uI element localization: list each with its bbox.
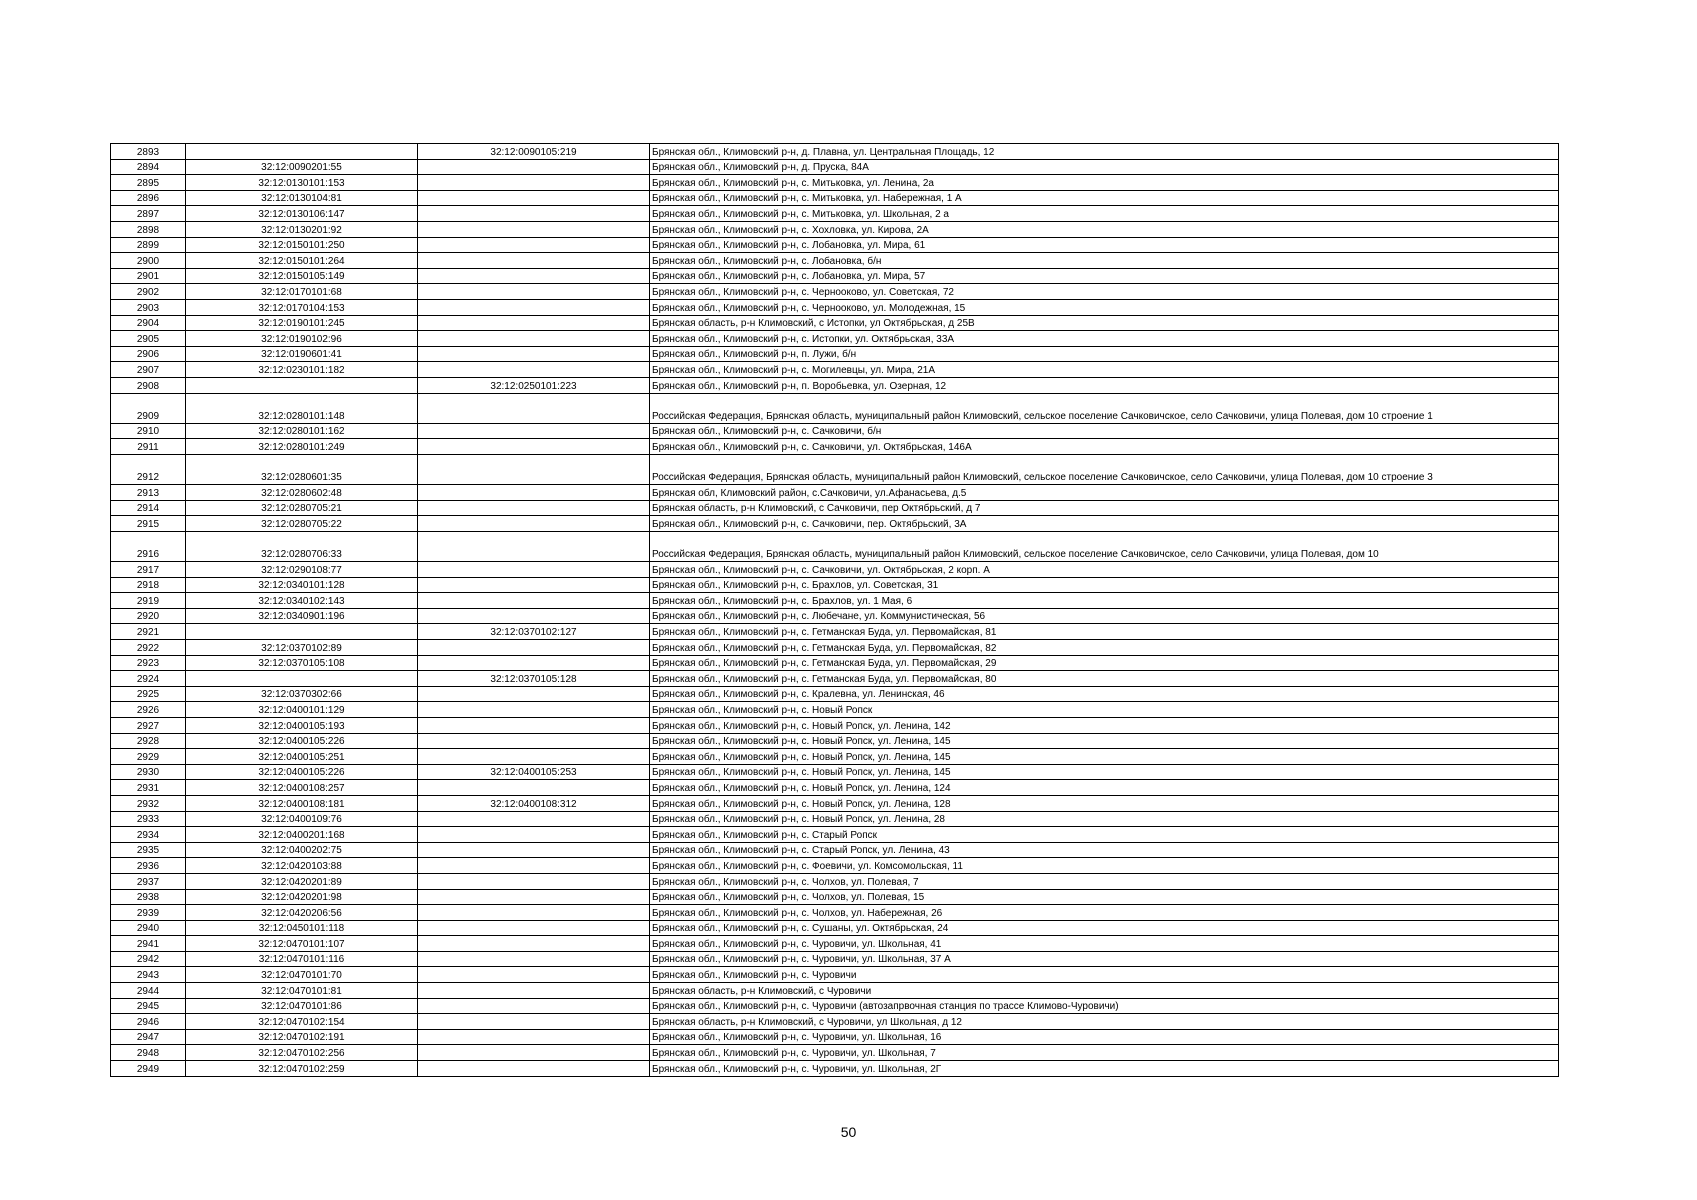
address-cell: Брянская обл., Климовский р-н, с. Чернооково, ул. Молодежная, 15 (650, 299, 1559, 315)
row-number-cell: 2937 (111, 873, 186, 889)
row-number-cell: 2923 (111, 655, 186, 671)
address-cell: Брянская обл., Климовский р-н, с. Новый Ропск, ул. Ленина, 142 (650, 717, 1559, 733)
cadastral-number-cell: 32:12:0130101:153 (186, 175, 418, 191)
cadastral-number-cell: 32:12:0400108:181 (186, 795, 418, 811)
row-number-cell: 2915 (111, 516, 186, 532)
table-row (111, 190, 1559, 206)
table-row (111, 889, 1559, 905)
row-number-cell: 2901 (111, 268, 186, 284)
cadastral-number-cell: 32:12:0470101:70 (186, 967, 418, 983)
cadastral-number-cell: 32:12:0150101:264 (186, 253, 418, 269)
building-cadastral-number-cell (418, 206, 650, 222)
row-number-cell: 2947 (111, 1029, 186, 1045)
building-cadastral-number-cell (418, 175, 650, 191)
cadastral-number-cell: 32:12:0400109:76 (186, 811, 418, 827)
row-number-cell: 2896 (111, 190, 186, 206)
building-cadastral-number-cell (418, 998, 650, 1014)
row-number-cell: 2948 (111, 1045, 186, 1061)
row-number-cell: 2922 (111, 640, 186, 656)
cadastral-number-cell: 32:12:0370102:89 (186, 640, 418, 656)
table-row (111, 873, 1559, 889)
row-number-cell: 2916 (111, 531, 186, 561)
row-number-cell: 2906 (111, 346, 186, 362)
cadastral-number-cell: 32:12:0470101:116 (186, 951, 418, 967)
table-row (111, 562, 1559, 578)
cadastral-number-cell: 32:12:0280101:249 (186, 439, 418, 455)
address-cell: Брянская обл., Климовский р-н, с. Сачковичи, ул. Октябрьская, 2 корп. А (650, 562, 1559, 578)
address-cell: Брянская область, р-н Климовский, с Чуровичи (650, 983, 1559, 999)
address-cell: Брянская обл., Климовский р-н, с. Старый Ропск, ул. Ленина, 43 (650, 842, 1559, 858)
cadastral-number-cell: 32:12:0230101:182 (186, 362, 418, 378)
building-cadastral-number-cell (418, 873, 650, 889)
building-cadastral-number-cell (418, 1045, 650, 1061)
table-row (111, 655, 1559, 671)
row-number-cell: 2934 (111, 827, 186, 843)
address-cell: Брянская обл., Климовский р-н, с. Новый Ропск (650, 702, 1559, 718)
cadastral-number-cell: 32:12:0470101:107 (186, 936, 418, 952)
building-cadastral-number-cell (418, 905, 650, 921)
building-cadastral-number-cell: 32:12:0250101:223 (418, 377, 650, 393)
cadastral-number-cell: 32:12:0420201:89 (186, 873, 418, 889)
address-cell: Брянская обл., Климовский р-н, д. Плавна, ул. Центральная Площадь, 12 (650, 144, 1559, 160)
address-cell: Брянская обл., Климовский р-н, п. Лужи, б/н (650, 346, 1559, 362)
table-row (111, 811, 1559, 827)
row-number-cell: 2902 (111, 284, 186, 300)
building-cadastral-number-cell (418, 393, 650, 423)
cadastral-number-cell: 32:12:0470101:86 (186, 998, 418, 1014)
address-cell: Брянская обл., Климовский р-н, с. Новый Ропск, ул. Ленина, 145 (650, 733, 1559, 749)
property-register-table (110, 143, 1559, 1077)
row-number-cell: 2907 (111, 362, 186, 378)
table-row (111, 733, 1559, 749)
cadastral-number-cell: 32:12:0400105:226 (186, 733, 418, 749)
cadastral-number-cell (186, 377, 418, 393)
table-row (111, 749, 1559, 765)
cadastral-number-cell: 32:12:0340102:143 (186, 593, 418, 609)
table-row (111, 516, 1559, 532)
row-number-cell: 2894 (111, 159, 186, 175)
address-cell: Брянская обл., Климовский р-н, с. Истопки, ул. Октябрьская, 33А (650, 331, 1559, 347)
row-number-cell: 2920 (111, 608, 186, 624)
cadastral-number-cell: 32:12:0400202:75 (186, 842, 418, 858)
table-row (111, 983, 1559, 999)
table-row (111, 1061, 1559, 1077)
cadastral-number-cell (186, 671, 418, 687)
cadastral-number-cell: 32:12:0190101:245 (186, 315, 418, 331)
building-cadastral-number-cell (418, 485, 650, 501)
row-number-cell: 2930 (111, 764, 186, 780)
row-number-cell: 2913 (111, 485, 186, 501)
cadastral-number-cell: 32:12:0150105:149 (186, 268, 418, 284)
table-row (111, 577, 1559, 593)
address-cell: Брянская обл., Климовский р-н, с. Чуровичи, ул. Школьная, 7 (650, 1045, 1559, 1061)
cadastral-number-cell (186, 624, 418, 640)
address-cell: Брянская обл., Климовский р-н, с. Гетманская Буда, ул. Первомайская, 81 (650, 624, 1559, 640)
table-row (111, 717, 1559, 733)
address-cell: Брянская обл., Климовский р-н, с. Чуровичи, ул. Школьная, 41 (650, 936, 1559, 952)
table-row (111, 500, 1559, 516)
table-row (111, 593, 1559, 609)
address-cell: Брянская обл., Климовский р-н, с. Лобановка, ул. Мира, 57 (650, 268, 1559, 284)
cadastral-number-cell: 32:12:0280101:162 (186, 423, 418, 439)
table-row (111, 439, 1559, 455)
table-row (111, 159, 1559, 175)
address-cell: Брянская обл., Климовский р-н, с. Гетманская Буда, ул. Первомайская, 80 (650, 671, 1559, 687)
building-cadastral-number-cell (418, 284, 650, 300)
table-row (111, 858, 1559, 874)
cadastral-number-cell: 32:12:0470102:154 (186, 1014, 418, 1030)
cadastral-number-cell: 32:12:0400108:257 (186, 780, 418, 796)
building-cadastral-number-cell (418, 253, 650, 269)
cadastral-number-cell: 32:12:0370302:66 (186, 686, 418, 702)
table-row (111, 268, 1559, 284)
address-cell: Брянская обл., Климовский р-н, с. Митьковка, ул. Набережная, 1 А (650, 190, 1559, 206)
building-cadastral-number-cell (418, 159, 650, 175)
row-number-cell: 2931 (111, 780, 186, 796)
table-row (111, 905, 1559, 921)
cadastral-number-cell: 32:12:0130106:147 (186, 206, 418, 222)
cadastral-number-cell: 32:12:0280601:35 (186, 454, 418, 484)
address-cell: Брянская область, р-н Климовский, с Чуровичи, ул Школьная, д 12 (650, 1014, 1559, 1030)
building-cadastral-number-cell (418, 346, 650, 362)
table-row (111, 284, 1559, 300)
table-row (111, 608, 1559, 624)
row-number-cell: 2918 (111, 577, 186, 593)
building-cadastral-number-cell (418, 299, 650, 315)
address-cell: Брянская обл, Климовский район, с.Сачковичи, ул.Афанасьева, д.5 (650, 485, 1559, 501)
cadastral-number-cell: 32:12:0400105:226 (186, 764, 418, 780)
building-cadastral-number-cell (418, 190, 650, 206)
address-cell: Брянская обл., Климовский р-н, с. Старый Ропск (650, 827, 1559, 843)
building-cadastral-number-cell (418, 983, 650, 999)
table-row (111, 237, 1559, 253)
cadastral-number-cell: 32:12:0090201:55 (186, 159, 418, 175)
row-number-cell: 2949 (111, 1061, 186, 1077)
building-cadastral-number-cell (418, 967, 650, 983)
cadastral-number-cell: 32:12:0170101:68 (186, 284, 418, 300)
address-cell: Брянская обл., Климовский р-н, с. Митьковка, ул. Школьная, 2 а (650, 206, 1559, 222)
cadastral-number-cell: 32:12:0400101:129 (186, 702, 418, 718)
row-number-cell: 2926 (111, 702, 186, 718)
row-number-cell: 2942 (111, 951, 186, 967)
address-cell: Брянская обл., Климовский р-н, с. Чолхов, ул. Полевая, 7 (650, 873, 1559, 889)
building-cadastral-number-cell (418, 920, 650, 936)
table-row (111, 362, 1559, 378)
address-cell: Брянская обл., Климовский р-н, с. Фоевичи, ул. Комсомольская, 11 (650, 858, 1559, 874)
address-cell: Брянская область, р-н Климовский, с Истопки, ул Октябрьская, д 25В (650, 315, 1559, 331)
building-cadastral-number-cell (418, 221, 650, 237)
building-cadastral-number-cell (418, 702, 650, 718)
table-row (111, 702, 1559, 718)
address-cell: Брянская обл., Климовский р-н, с. Чолхов, ул. Набережная, 26 (650, 905, 1559, 921)
address-cell: Брянская обл., Климовский р-н, с. Хохловка, ул. Кирова, 2А (650, 221, 1559, 237)
cadastral-number-cell: 32:12:0400201:168 (186, 827, 418, 843)
address-cell: Брянская обл., Климовский р-н, с. Брахлов, ул. 1 Мая, 6 (650, 593, 1559, 609)
building-cadastral-number-cell (418, 577, 650, 593)
cadastral-number-cell: 32:12:0130104:81 (186, 190, 418, 206)
cadastral-number-cell: 32:12:0170104:153 (186, 299, 418, 315)
building-cadastral-number-cell: 32:12:0370105:128 (418, 671, 650, 687)
table-row (111, 1014, 1559, 1030)
cadastral-number-cell: 32:12:0280101:148 (186, 393, 418, 423)
table-row (111, 624, 1559, 640)
row-number-cell: 2910 (111, 423, 186, 439)
building-cadastral-number-cell (418, 951, 650, 967)
row-number-cell: 2928 (111, 733, 186, 749)
table-row (111, 144, 1559, 160)
cadastral-number-cell (186, 144, 418, 160)
row-number-cell: 2945 (111, 998, 186, 1014)
row-number-cell: 2940 (111, 920, 186, 936)
address-cell: Брянская обл., Климовский р-н, с. Чуровичи (650, 967, 1559, 983)
building-cadastral-number-cell (418, 331, 650, 347)
address-cell: Брянская обл., Климовский р-н, с. Чолхов, ул. Полевая, 15 (650, 889, 1559, 905)
address-cell: Брянская обл., Климовский р-н, с. Кралевна, ул. Ленинская, 46 (650, 686, 1559, 702)
cadastral-number-cell: 32:12:0290108:77 (186, 562, 418, 578)
cadastral-number-cell: 32:12:0470102:256 (186, 1045, 418, 1061)
row-number-cell: 2925 (111, 686, 186, 702)
address-cell: Брянская обл., Климовский р-н, с. Новый Ропск, ул. Ленина, 128 (650, 795, 1559, 811)
address-cell: Брянская обл., Климовский р-н, с. Чуровичи, ул. Школьная, 16 (650, 1029, 1559, 1045)
table-row (111, 686, 1559, 702)
table-row (111, 936, 1559, 952)
cadastral-number-cell: 32:12:0280602:48 (186, 485, 418, 501)
cadastral-number-cell: 32:12:0400105:251 (186, 749, 418, 765)
building-cadastral-number-cell (418, 562, 650, 578)
address-cell: Брянская обл., Климовский р-н, с. Чернооково, ул. Советская, 72 (650, 284, 1559, 300)
building-cadastral-number-cell (418, 531, 650, 561)
row-number-cell: 2897 (111, 206, 186, 222)
cadastral-number-cell: 32:12:0190102:96 (186, 331, 418, 347)
row-number-cell: 2924 (111, 671, 186, 687)
row-number-cell: 2904 (111, 315, 186, 331)
cadastral-number-cell: 32:12:0420201:98 (186, 889, 418, 905)
table-row (111, 780, 1559, 796)
row-number-cell: 2914 (111, 500, 186, 516)
building-cadastral-number-cell (418, 842, 650, 858)
table-row (111, 671, 1559, 687)
cadastral-number-cell: 32:12:0190601:41 (186, 346, 418, 362)
address-cell: Брянская обл., Климовский р-н, д. Пруска, 84А (650, 159, 1559, 175)
table-row (111, 920, 1559, 936)
address-cell: Брянская обл., Климовский р-н, с. Лобановка, ул. Мира, 61 (650, 237, 1559, 253)
address-cell: Брянская обл., Климовский р-н, с. Могилевцы, ул. Мира, 21А (650, 362, 1559, 378)
cadastral-number-cell: 32:12:0470101:81 (186, 983, 418, 999)
building-cadastral-number-cell: 32:12:0370102:127 (418, 624, 650, 640)
address-cell: Брянская обл., Климовский р-н, с. Сачковичи, ул. Октябрьская, 146А (650, 439, 1559, 455)
row-number-cell: 2912 (111, 454, 186, 484)
building-cadastral-number-cell (418, 516, 650, 532)
table-row (111, 827, 1559, 843)
building-cadastral-number-cell (418, 500, 650, 516)
address-cell: Брянская обл., Климовский р-н, с. Лобановка, б/н (650, 253, 1559, 269)
table-row (111, 764, 1559, 780)
building-cadastral-number-cell (418, 780, 650, 796)
row-number-cell: 2935 (111, 842, 186, 858)
row-number-cell: 2941 (111, 936, 186, 952)
cadastral-number-cell: 32:12:0280706:33 (186, 531, 418, 561)
cadastral-number-cell: 32:12:0450101:118 (186, 920, 418, 936)
cadastral-number-cell: 32:12:0150101:250 (186, 237, 418, 253)
table-row (111, 795, 1559, 811)
row-number-cell: 2898 (111, 221, 186, 237)
building-cadastral-number-cell (418, 315, 650, 331)
cadastral-number-cell: 32:12:0370105:108 (186, 655, 418, 671)
table-row (111, 377, 1559, 393)
cadastral-number-cell: 32:12:0420103:88 (186, 858, 418, 874)
table-row (111, 206, 1559, 222)
address-cell: Брянская обл., Климовский р-н, с. Гетманская Буда, ул. Первомайская, 29 (650, 655, 1559, 671)
row-number-cell: 2895 (111, 175, 186, 191)
row-number-cell: 2909 (111, 393, 186, 423)
table-row (111, 967, 1559, 983)
table-row (111, 454, 1559, 484)
table-row (111, 393, 1559, 423)
cadastral-number-cell: 32:12:0470102:191 (186, 1029, 418, 1045)
table-row (111, 531, 1559, 561)
row-number-cell: 2938 (111, 889, 186, 905)
address-cell: Брянская обл., Климовский р-н, п. Воробьевка, ул. Озерная, 12 (650, 377, 1559, 393)
building-cadastral-number-cell (418, 811, 650, 827)
cadastral-number-cell: 32:12:0340101:128 (186, 577, 418, 593)
table-row (111, 951, 1559, 967)
cadastral-number-cell: 32:12:0470102:259 (186, 1061, 418, 1077)
building-cadastral-number-cell (418, 1029, 650, 1045)
building-cadastral-number-cell (418, 1061, 650, 1077)
row-number-cell: 2917 (111, 562, 186, 578)
building-cadastral-number-cell (418, 237, 650, 253)
cadastral-number-cell: 32:12:0420206:56 (186, 905, 418, 921)
address-cell: Брянская обл., Климовский р-н, с. Любечане, ул. Коммунистическая, 56 (650, 608, 1559, 624)
page-number: 50 (840, 1124, 857, 1140)
row-number-cell: 2927 (111, 717, 186, 733)
building-cadastral-number-cell: 32:12:0400108:312 (418, 795, 650, 811)
table-row (111, 175, 1559, 191)
row-number-cell: 2919 (111, 593, 186, 609)
building-cadastral-number-cell (418, 593, 650, 609)
address-cell: Брянская обл., Климовский р-н, с. Сушаны, ул. Октябрьская, 24 (650, 920, 1559, 936)
address-cell: Брянская область, р-н Климовский, с Сачковичи, пер Октябрьский, д 7 (650, 500, 1559, 516)
table-row (111, 299, 1559, 315)
row-number-cell: 2933 (111, 811, 186, 827)
building-cadastral-number-cell (418, 362, 650, 378)
row-number-cell: 2908 (111, 377, 186, 393)
table-row (111, 331, 1559, 347)
address-cell: Брянская обл., Климовский р-н, с. Новый Ропск, ул. Ленина, 124 (650, 780, 1559, 796)
building-cadastral-number-cell (418, 655, 650, 671)
building-cadastral-number-cell (418, 439, 650, 455)
building-cadastral-number-cell (418, 889, 650, 905)
address-cell: Брянская обл., Климовский р-н, с. Митьковка, ул. Ленина, 2а (650, 175, 1559, 191)
table-row (111, 423, 1559, 439)
address-cell: Брянская обл., Климовский р-н, с. Чуровичи, ул. Школьная, 2Г (650, 1061, 1559, 1077)
address-cell: Брянская обл., Климовский р-н, с. Сачковичи, пер. Октябрьский, 3А (650, 516, 1559, 532)
address-cell: Брянская обл., Климовский р-н, с. Новый Ропск, ул. Ленина, 28 (650, 811, 1559, 827)
cadastral-number-cell: 32:12:0280705:22 (186, 516, 418, 532)
row-number-cell: 2893 (111, 144, 186, 160)
address-cell: Брянская обл., Климовский р-н, с. Гетманская Буда, ул. Первомайская, 82 (650, 640, 1559, 656)
building-cadastral-number-cell: 32:12:0400105:253 (418, 764, 650, 780)
building-cadastral-number-cell (418, 608, 650, 624)
cadastral-number-cell: 32:12:0400105:193 (186, 717, 418, 733)
building-cadastral-number-cell (418, 733, 650, 749)
building-cadastral-number-cell (418, 827, 650, 843)
building-cadastral-number-cell (418, 454, 650, 484)
building-cadastral-number-cell (418, 686, 650, 702)
building-cadastral-number-cell: 32:12:0090105:219 (418, 144, 650, 160)
table-row (111, 221, 1559, 237)
table-row (111, 485, 1559, 501)
address-cell: Брянская обл., Климовский р-н, с. Новый Ропск, ул. Ленина, 145 (650, 749, 1559, 765)
address-cell: Российская Федерация, Брянская область, муниципальный район Климовский, сельское поселение Сачковичское, село Сачковичи, улица Полевая, дом 10 (650, 531, 1559, 561)
building-cadastral-number-cell (418, 936, 650, 952)
building-cadastral-number-cell (418, 1014, 650, 1030)
row-number-cell: 2921 (111, 624, 186, 640)
table-row (111, 640, 1559, 656)
row-number-cell: 2905 (111, 331, 186, 347)
row-number-cell: 2900 (111, 253, 186, 269)
building-cadastral-number-cell (418, 268, 650, 284)
table-body (111, 144, 1559, 1077)
table-row (111, 842, 1559, 858)
row-number-cell: 2929 (111, 749, 186, 765)
building-cadastral-number-cell (418, 640, 650, 656)
building-cadastral-number-cell (418, 423, 650, 439)
address-cell: Брянская обл., Климовский р-н, с. Сачковичи, б/н (650, 423, 1559, 439)
address-cell: Брянская обл., Климовский р-н, с. Брахлов, ул. Советская, 31 (650, 577, 1559, 593)
row-number-cell: 2936 (111, 858, 186, 874)
table-row (111, 1045, 1559, 1061)
row-number-cell: 2903 (111, 299, 186, 315)
address-cell: Брянская обл., Климовский р-н, с. Чуровичи, ул. Школьная, 37 А (650, 951, 1559, 967)
table-row (111, 315, 1559, 331)
cadastral-number-cell: 32:12:0130201:92 (186, 221, 418, 237)
address-cell: Российская Федерация, Брянская область, муниципальный район Климовский, сельское поселение Сачковичское, село Сачковичи, улица Полевая, дом 10 строение 1 (650, 393, 1559, 423)
row-number-cell: 2946 (111, 1014, 186, 1030)
table-row (111, 346, 1559, 362)
row-number-cell: 2939 (111, 905, 186, 921)
building-cadastral-number-cell (418, 717, 650, 733)
row-number-cell: 2944 (111, 983, 186, 999)
row-number-cell: 2899 (111, 237, 186, 253)
row-number-cell: 2911 (111, 439, 186, 455)
table-row (111, 253, 1559, 269)
table-row (111, 1029, 1559, 1045)
cadastral-number-cell: 32:12:0280705:21 (186, 500, 418, 516)
cadastral-number-cell: 32:12:0340901:196 (186, 608, 418, 624)
address-cell: Российская Федерация, Брянская область, муниципальный район Климовский, сельское поселение Сачковичское, село Сачковичи, улица Полевая, дом 10 строение 3 (650, 454, 1559, 484)
building-cadastral-number-cell (418, 749, 650, 765)
row-number-cell: 2932 (111, 795, 186, 811)
address-cell: Брянская обл., Климовский р-н, с. Новый Ропск, ул. Ленина, 145 (650, 764, 1559, 780)
building-cadastral-number-cell (418, 858, 650, 874)
table-row (111, 998, 1559, 1014)
row-number-cell: 2943 (111, 967, 186, 983)
address-cell: Брянская обл., Климовский р-н, с. Чуровичи (автозапрвочная станция по трассе Климово-Чуровичи) (650, 998, 1559, 1014)
